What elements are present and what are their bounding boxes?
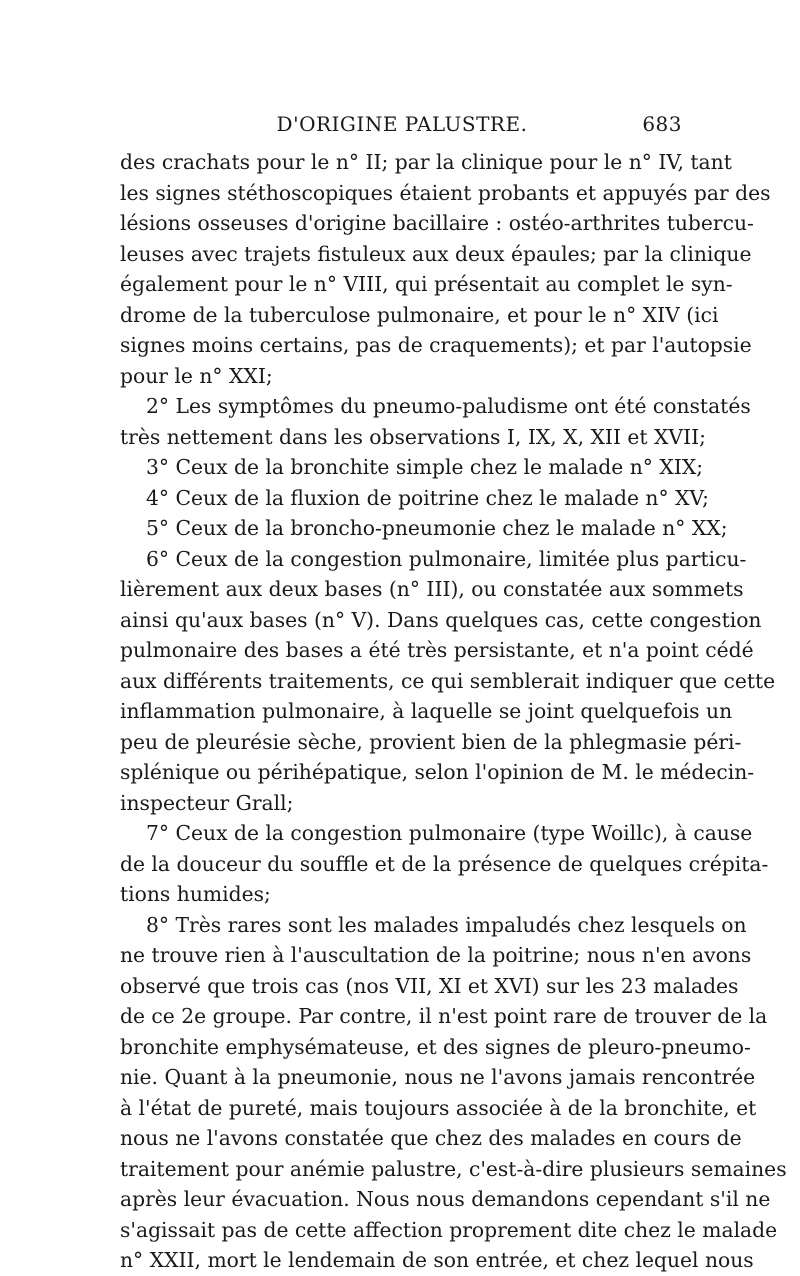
text-line: pour le n° XXI; — [120, 363, 273, 388]
text-line: observé que trois cas (nos VII, XI et XVI) sur les 23 malades — [120, 973, 739, 998]
text-line: 8° Très rares sont les malades impaludés chez lesquels on — [146, 912, 747, 937]
text-line: nie. Quant à la pneumonie, nous ne l'avons jamais rencontrée — [120, 1065, 756, 1089]
text-line: bronchite emphysémateuse, et des signes de pleuro-pneumo- — [120, 1034, 751, 1059]
text-line: tions humides; — [120, 882, 271, 906]
running-head — [122, 112, 682, 140]
text-line: drome de la tuberculose pulmonaire, et pour le n° XIV (ici — [120, 302, 719, 327]
text-line: splénique ou périhépatique, selon l'opinion de M. le médecin- — [120, 760, 755, 784]
text-line: 3° Ceux de la bronchite simple chez le malade n° XIX; — [146, 455, 704, 479]
text-line: 5° Ceux de la broncho-pneumonie chez le malade n° XX; — [146, 516, 728, 540]
text-line: ainsi qu'aux bases (n° V). Dans quelques cas, cette congestion — [120, 607, 762, 632]
text-line: également pour le n° VIII, qui présentait au complet le syn- — [120, 272, 733, 296]
text-line: signes moins certains, pas de craquements); et par l'autopsie — [120, 333, 752, 357]
text-line: traitement pour anémie palustre, c'est-à-dire plusieurs semaines — [120, 1156, 787, 1181]
text-line: 7° Ceux de la congestion pulmonaire (type Woillc), à cause — [146, 821, 753, 845]
text-line: 4° Ceux de la fluxion de poitrine chez le malade n° XV; — [146, 485, 709, 510]
text-line: lièrement aux deux bases (n° III), ou constatée aux sommets — [120, 577, 744, 601]
text-line: 2° Les symptômes du pneumo-paludisme ont été constatés — [146, 394, 751, 418]
text-line: leuses avec trajets fistuleux aux deux épaules; par la clinique — [120, 241, 752, 266]
text-line: les signes stéthoscopiques étaient probants et appuyés par des — [120, 180, 771, 205]
text-line: ne trouve rien à l'auscultation de la poitrine; nous n'en avons — [120, 943, 752, 967]
body-text — [120, 147, 787, 1276]
text-line: s'agissait pas de cette affection proprement dite chez le malade — [120, 1217, 778, 1242]
text-line: nous ne l'avons constatée que chez des malades en cours de — [120, 1126, 742, 1150]
text-line: n° XXII, mort le lendemain de son entrée, et chez lequel nous — [120, 1248, 754, 1272]
text-line: à l'état de pureté, mais toujours associée à de la bronchite, et — [120, 1095, 757, 1120]
text-line: très nettement dans les observations I, IX, X, XII et XVII; — [120, 424, 706, 449]
page-number: 683 — [642, 112, 682, 136]
text-line: inflammation pulmonaire, à laquelle se joint quelquefois un — [120, 699, 733, 723]
text-line: après leur évacuation. Nous nous demandons cependant s'il ne — [120, 1187, 771, 1211]
text-line: aux différents traitements, ce qui semblerait indiquer que cette — [120, 668, 776, 693]
text-line: peu de pleurésie sèche, provient bien de la phlegmasie péri- — [120, 729, 742, 754]
text-line: des crachats pour le n° II; par la clinique pour le n° IV, tant — [120, 150, 732, 174]
running-title: D'ORIGINE PALUSTRE. — [276, 112, 528, 136]
text-line: 6° Ceux de la congestion pulmonaire, limitée plus particu- — [146, 546, 747, 571]
text-line: de ce 2e groupe. Par contre, il n'est point rare de trouver de la — [120, 1004, 768, 1028]
text-line: lésions osseuses d'origine bacillaire : ostéo-arthrites tubercu- — [120, 211, 754, 235]
text-line: inspecteur Grall; — [120, 790, 294, 815]
text-line: pulmonaire des bases a été très persistante, et n'a point cédé — [120, 638, 754, 662]
text-line: de la douceur du souffle et de la présence de quelques crépita- — [120, 851, 769, 876]
